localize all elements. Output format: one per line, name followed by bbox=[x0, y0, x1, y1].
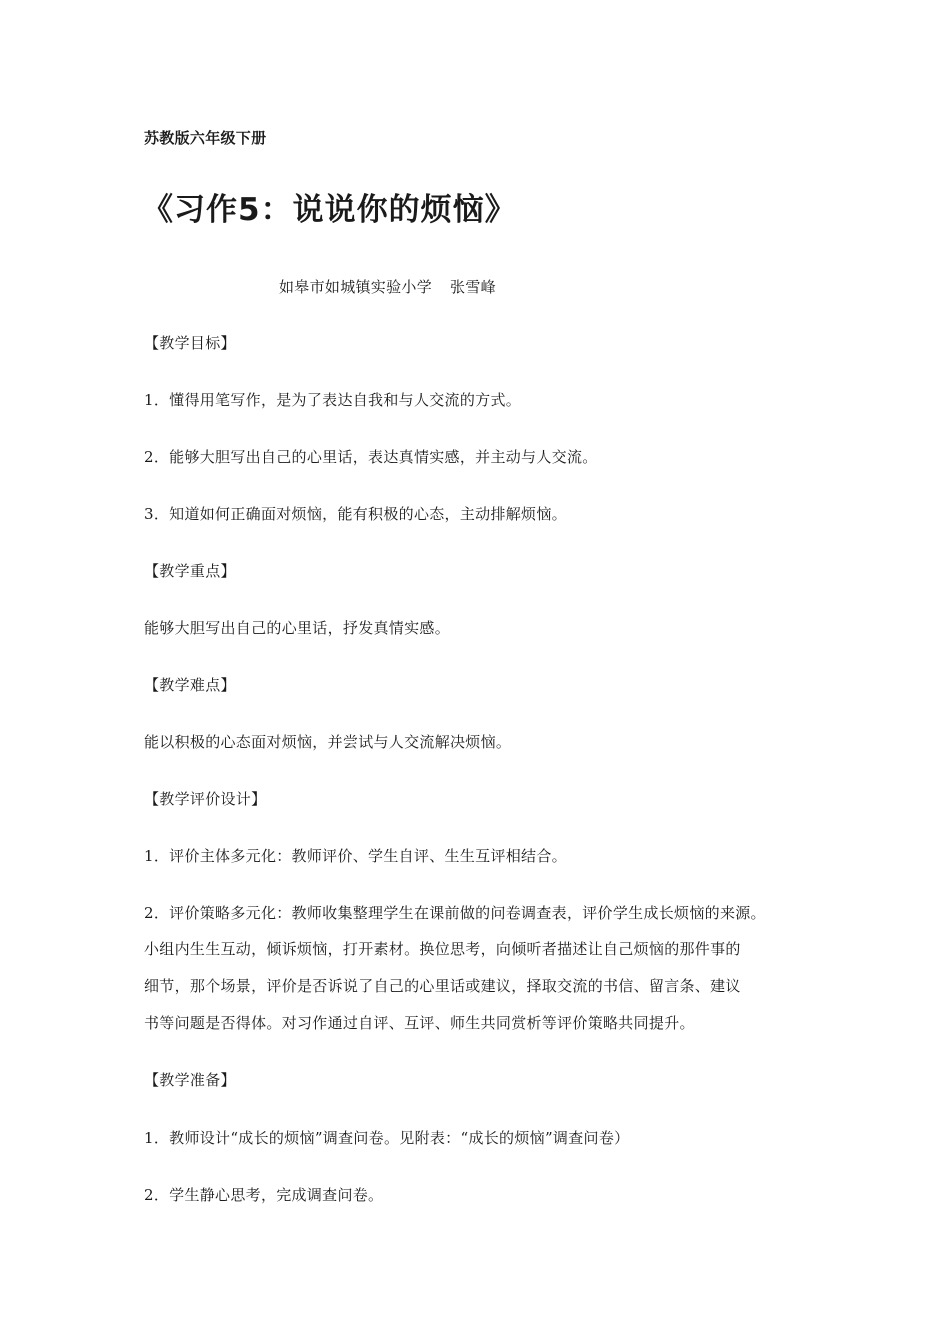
author-line bbox=[279, 277, 496, 297]
objective-item-1: 1．懂得用笔写作，是为了表达自我和与人交流的方式。 bbox=[144, 391, 522, 409]
difficulties-text: 能以积极的心态面对烦恼，并尝试与人交流解决烦恼。 bbox=[144, 733, 512, 751]
evaluation-item-1: 1．评价主体多元化：教师评价、学生自评、生生互评相结合。 bbox=[144, 847, 567, 865]
objective-item-2: 2．能够大胆写出自己的心里话，表达真情实感，并主动与人交流。 bbox=[144, 448, 598, 466]
difficulties-heading: 【教学难点】 bbox=[144, 676, 236, 694]
school-name: 如皋市如城镇实验小学 bbox=[279, 278, 433, 296]
objectives-heading: 【教学目标】 bbox=[144, 334, 236, 352]
objective-item-3: 3．知道如何正确面对烦恼，能有积极的心态，主动排解烦恼。 bbox=[144, 505, 567, 523]
evaluation-item-2-line-2: 小组内生生互动，倾诉烦恼，打开素材。换位思考，向倾听者描述让自己烦恼的那件事的 bbox=[144, 940, 741, 958]
preparation-item-2: 2．学生静心思考，完成调查问卷。 bbox=[144, 1186, 384, 1204]
preparation-heading: 【教学准备】 bbox=[144, 1071, 236, 1089]
evaluation-item-2-line-3: 细节，那个场景，评价是否诉说了自己的心里话或建议，择取交流的书信、留言条、建议 bbox=[144, 977, 741, 995]
preparation-item-1: 1．教师设计“成长的烦恼”调查问卷。见附表：“成长的烦恼”调查问卷） bbox=[144, 1129, 630, 1147]
page-title: 《习作5：说说你的烦恼》 bbox=[142, 192, 517, 228]
evaluation-item-2-line-1: 2．评价策略多元化：教师收集整理学生在课前做的问卷调查表，评价学生成长烦恼的来源。 bbox=[144, 904, 766, 922]
key-points-text: 能够大胆写出自己的心里话，抒发真情实感。 bbox=[144, 619, 451, 637]
key-points-heading: 【教学重点】 bbox=[144, 562, 236, 580]
author-name: 张雪峰 bbox=[450, 278, 496, 296]
evaluation-heading: 【教学评价设计】 bbox=[144, 790, 267, 808]
grade-label: 苏教版六年级下册 bbox=[144, 129, 267, 147]
evaluation-item-2-line-4: 书等问题是否得体。对习作通过自评、互评、师生共同赏析等评价策略共同提升。 bbox=[144, 1014, 695, 1032]
